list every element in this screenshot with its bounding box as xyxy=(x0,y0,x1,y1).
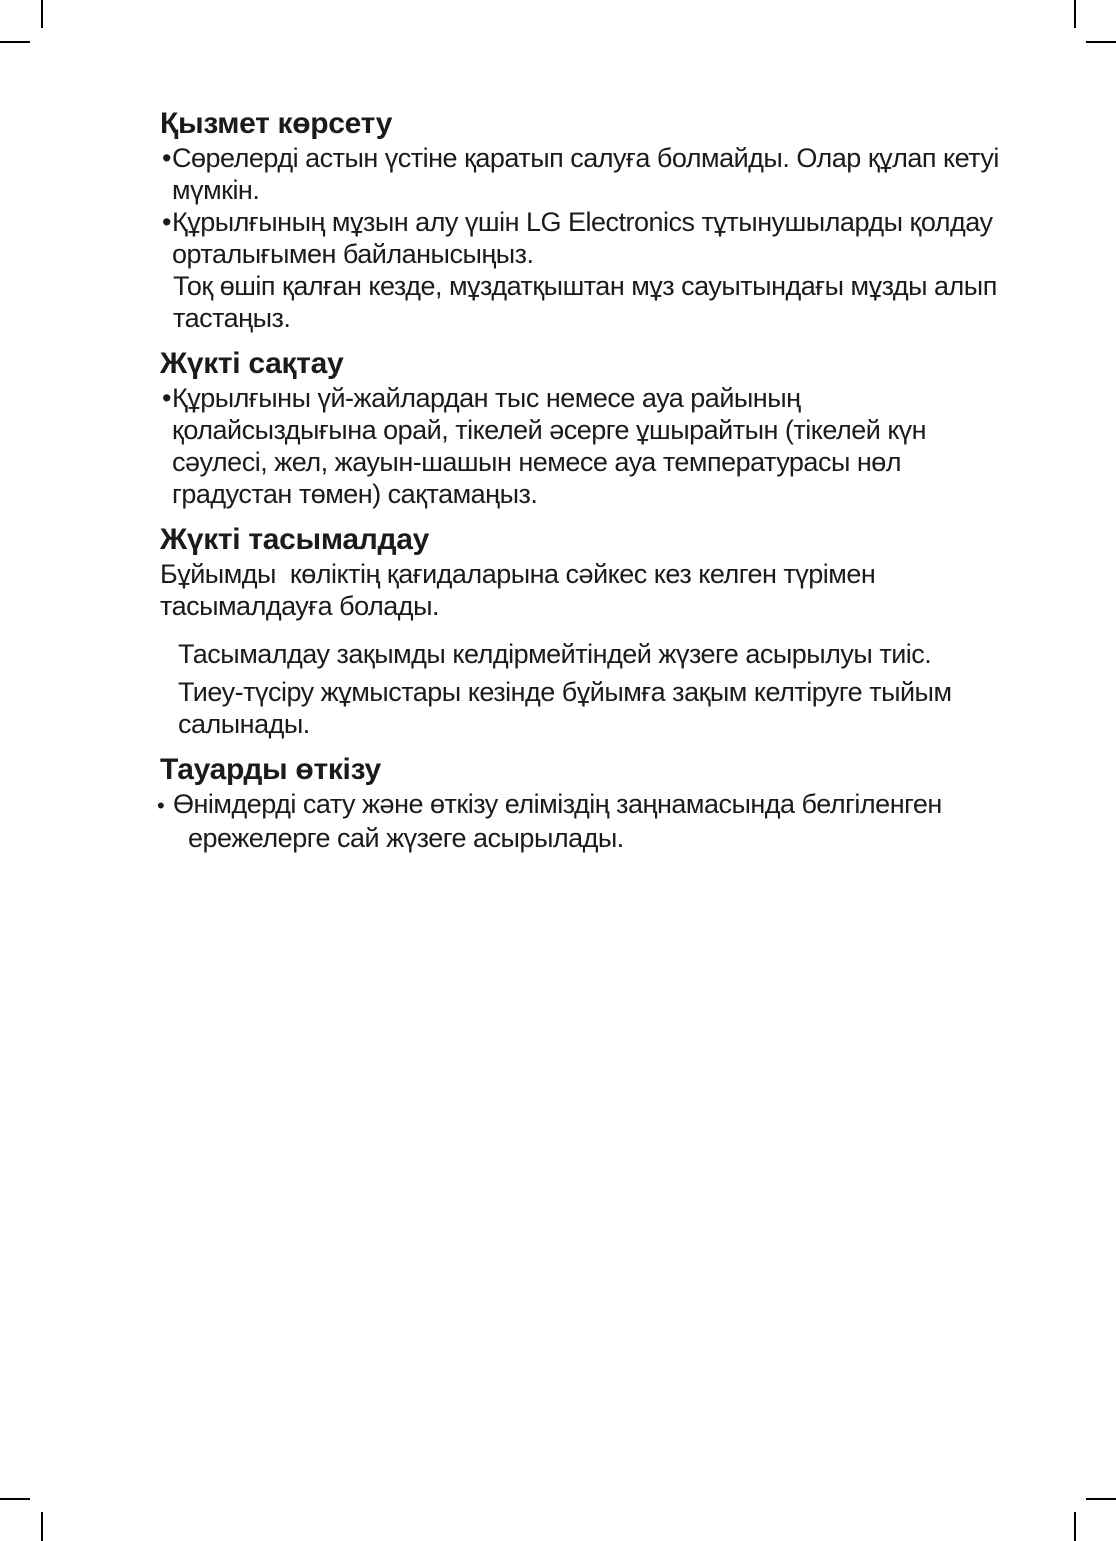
paragraph-text: Бұйымды көліктің қағидаларына сәйкес кез келген түрімен тасымалдауға болады. xyxy=(160,559,883,621)
bullet-item xyxy=(160,142,1005,206)
section-heading-transport: Жүкті тасымалдау xyxy=(160,523,430,556)
indented-paragraph-text: Тасымалдау зақымды келдірмейтіндей жүзеге асырылуы тиіс. xyxy=(178,639,932,669)
bullet-item xyxy=(160,206,1005,270)
crop-mark-top-left-horizontal xyxy=(0,41,30,43)
continuation-text: Тоқ өшіп қалған кезде, мұздатқыштан мұз сауытындағы мұзды алып тастаңыз. xyxy=(173,271,1004,333)
bullet-item-text: Құрылғының мұзын алу үшін LG Electronics тұтынушыларды қолдау орталығымен байланысыңыз. xyxy=(172,207,1000,269)
section-heading-storage: Жүкті сақтау xyxy=(160,347,344,380)
section-heading-service: Қызмет көрсету xyxy=(160,107,393,140)
crop-mark-bottom-right-vertical xyxy=(1074,1512,1076,1541)
bullet-item-text: Сөрелерді астын үстіне қаратып салуға болмайды. Олар құлап кетуі мүмкін. xyxy=(172,143,1006,205)
section-heading-sale: Тауарды өткізу xyxy=(160,753,381,786)
bullet-icon: • xyxy=(162,383,171,413)
bullet-item-text: Құрылғыны үй-жайлардан тыс немесе ауа райының қолайсыздығына орай, тікелей әсерге ұшырайтын (тікелей күн сәулесі, жел, жауын-шашын немесе ауа температурасы нөл градустан төмен) сақтамаңыз. xyxy=(172,383,934,509)
crop-mark-top-right-horizontal xyxy=(1086,41,1116,43)
bullet-icon: • xyxy=(157,793,165,818)
crop-mark-top-left-vertical xyxy=(41,0,43,28)
bullet-icon: • xyxy=(162,143,171,173)
crop-mark-bottom-left-horizontal xyxy=(0,1498,30,1500)
bullet-item-text: Өнімдерді сату және өткізу еліміздің заңнамасында белгіленген ережелерге сай жүзеге асырылады. xyxy=(173,789,949,853)
bullet-item xyxy=(157,788,1005,854)
bullet-item xyxy=(160,382,1005,510)
indented-paragraph-text: Тиеу-түсіру жұмыстары кезінде бұйымға зақым келтіруге тыйым салынады. xyxy=(178,677,959,739)
crop-mark-bottom-right-horizontal xyxy=(1086,1498,1116,1500)
crop-mark-bottom-left-vertical xyxy=(41,1512,43,1541)
bullet-icon: • xyxy=(162,207,171,237)
crop-mark-top-right-vertical xyxy=(1074,0,1076,28)
page-content xyxy=(157,106,1006,854)
